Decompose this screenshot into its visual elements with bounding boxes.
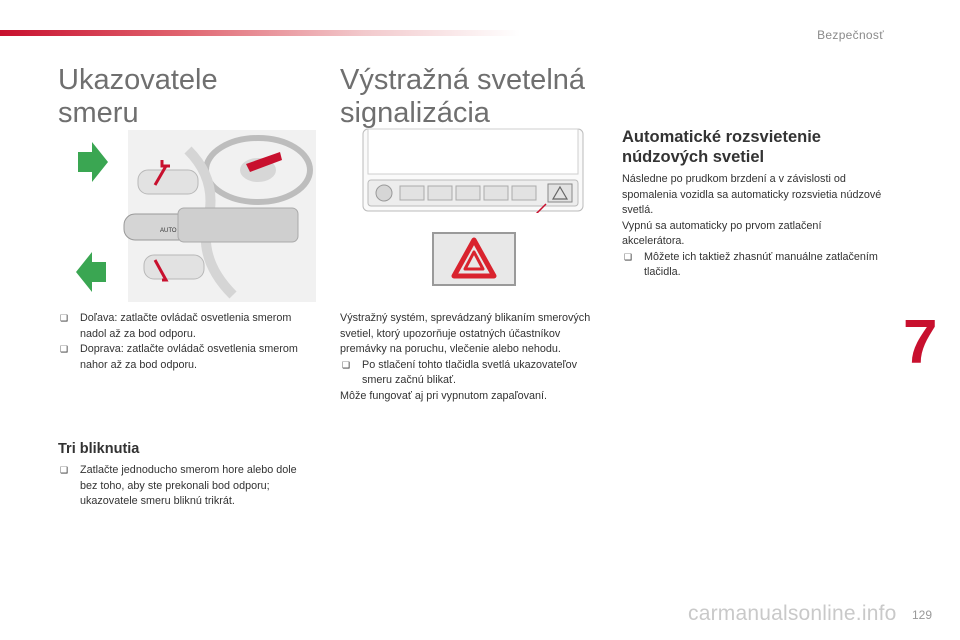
automatic-hazard-heading bbox=[622, 127, 882, 167]
turn-signal-lever-illustration bbox=[58, 130, 316, 302]
arrow-right-icon bbox=[78, 142, 108, 182]
heading-line: Ukazovatele bbox=[58, 64, 218, 96]
watermark: carmanualsonline.info bbox=[688, 602, 897, 625]
hazard-button-illustration bbox=[432, 232, 516, 286]
checkbox-bullet-icon: ❑ bbox=[624, 251, 633, 262]
checkbox-bullet-icon: ❑ bbox=[342, 359, 351, 370]
paragraph: Výstražný systém, sprevádzaný blikaním smerových svetiel, ktorý upozorňuje ostatných účastníkov premávky na poruchu, vlečenie alebo nehodu. bbox=[340, 312, 591, 355]
automatic-hazard-description bbox=[622, 172, 884, 281]
list-item-text: Môžete ich taktiež zhasnúť manuálne zatlačením tlačidla. bbox=[644, 250, 878, 278]
heading-line: Výstražná svetelná bbox=[340, 64, 586, 96]
header-accent-bar bbox=[0, 30, 520, 36]
list-item-text: Doľava: zatlačte ovládač osvetlenia smerom nadol až za bod odporu. bbox=[80, 312, 292, 340]
checkbox-bullet-icon: ❑ bbox=[60, 313, 69, 323]
three-flashes-instructions bbox=[58, 463, 308, 510]
checkbox-bullet-icon: ❑ bbox=[60, 465, 69, 475]
three-flashes-heading: Tri bliknutia bbox=[58, 441, 140, 457]
list-item bbox=[58, 342, 308, 373]
heading-line: smeru bbox=[58, 97, 139, 129]
arrow-left-icon bbox=[76, 252, 106, 292]
turn-signal-instructions bbox=[58, 311, 308, 373]
list-item bbox=[58, 463, 308, 510]
dashboard-illustration bbox=[362, 128, 584, 213]
list-item bbox=[622, 250, 884, 281]
list-item-text: Zatlačte jednoducho smerom hore alebo dole bez toho, aby ste prekonali bod odporu; ukazovatele smeru bliknú trikrát. bbox=[80, 464, 297, 507]
lever-auto-label: AUTO bbox=[160, 228, 177, 234]
hazard-warning-heading bbox=[340, 64, 620, 130]
paragraph: Vypnú sa automaticky po prvom zatlačení akcelerátora. bbox=[622, 219, 822, 247]
heading-line: núdzových svetiel bbox=[622, 148, 765, 166]
heading-line: signalizácia bbox=[340, 97, 490, 129]
list-item-text: Po stlačení tohto tlačidla svetlá ukazovateľov smeru začnú blikať. bbox=[362, 358, 578, 386]
list-item-text: Doprava: zatlačte ovládač osvetlenia smerom nahor až za bod odporu. bbox=[80, 343, 298, 371]
page-number: 129 bbox=[912, 608, 933, 622]
turn-signals-heading bbox=[58, 64, 308, 130]
checkbox-bullet-icon: ❑ bbox=[60, 344, 69, 354]
heading-line: Automatické rozsvietenie bbox=[622, 128, 821, 146]
paragraph: Následne po prudkom brzdení a v závislosti od spomalenia vozidla sa automaticky rozsvietia núdzové svetlá. bbox=[622, 173, 882, 216]
section-title: Bezpečnosť bbox=[817, 28, 884, 42]
chapter-number: 7 bbox=[903, 308, 938, 377]
list-item bbox=[340, 358, 595, 389]
paragraph: Môže fungovať aj pri vypnutom zapaľovaní. bbox=[340, 389, 548, 402]
hazard-description bbox=[340, 311, 595, 404]
list-item bbox=[58, 311, 308, 342]
